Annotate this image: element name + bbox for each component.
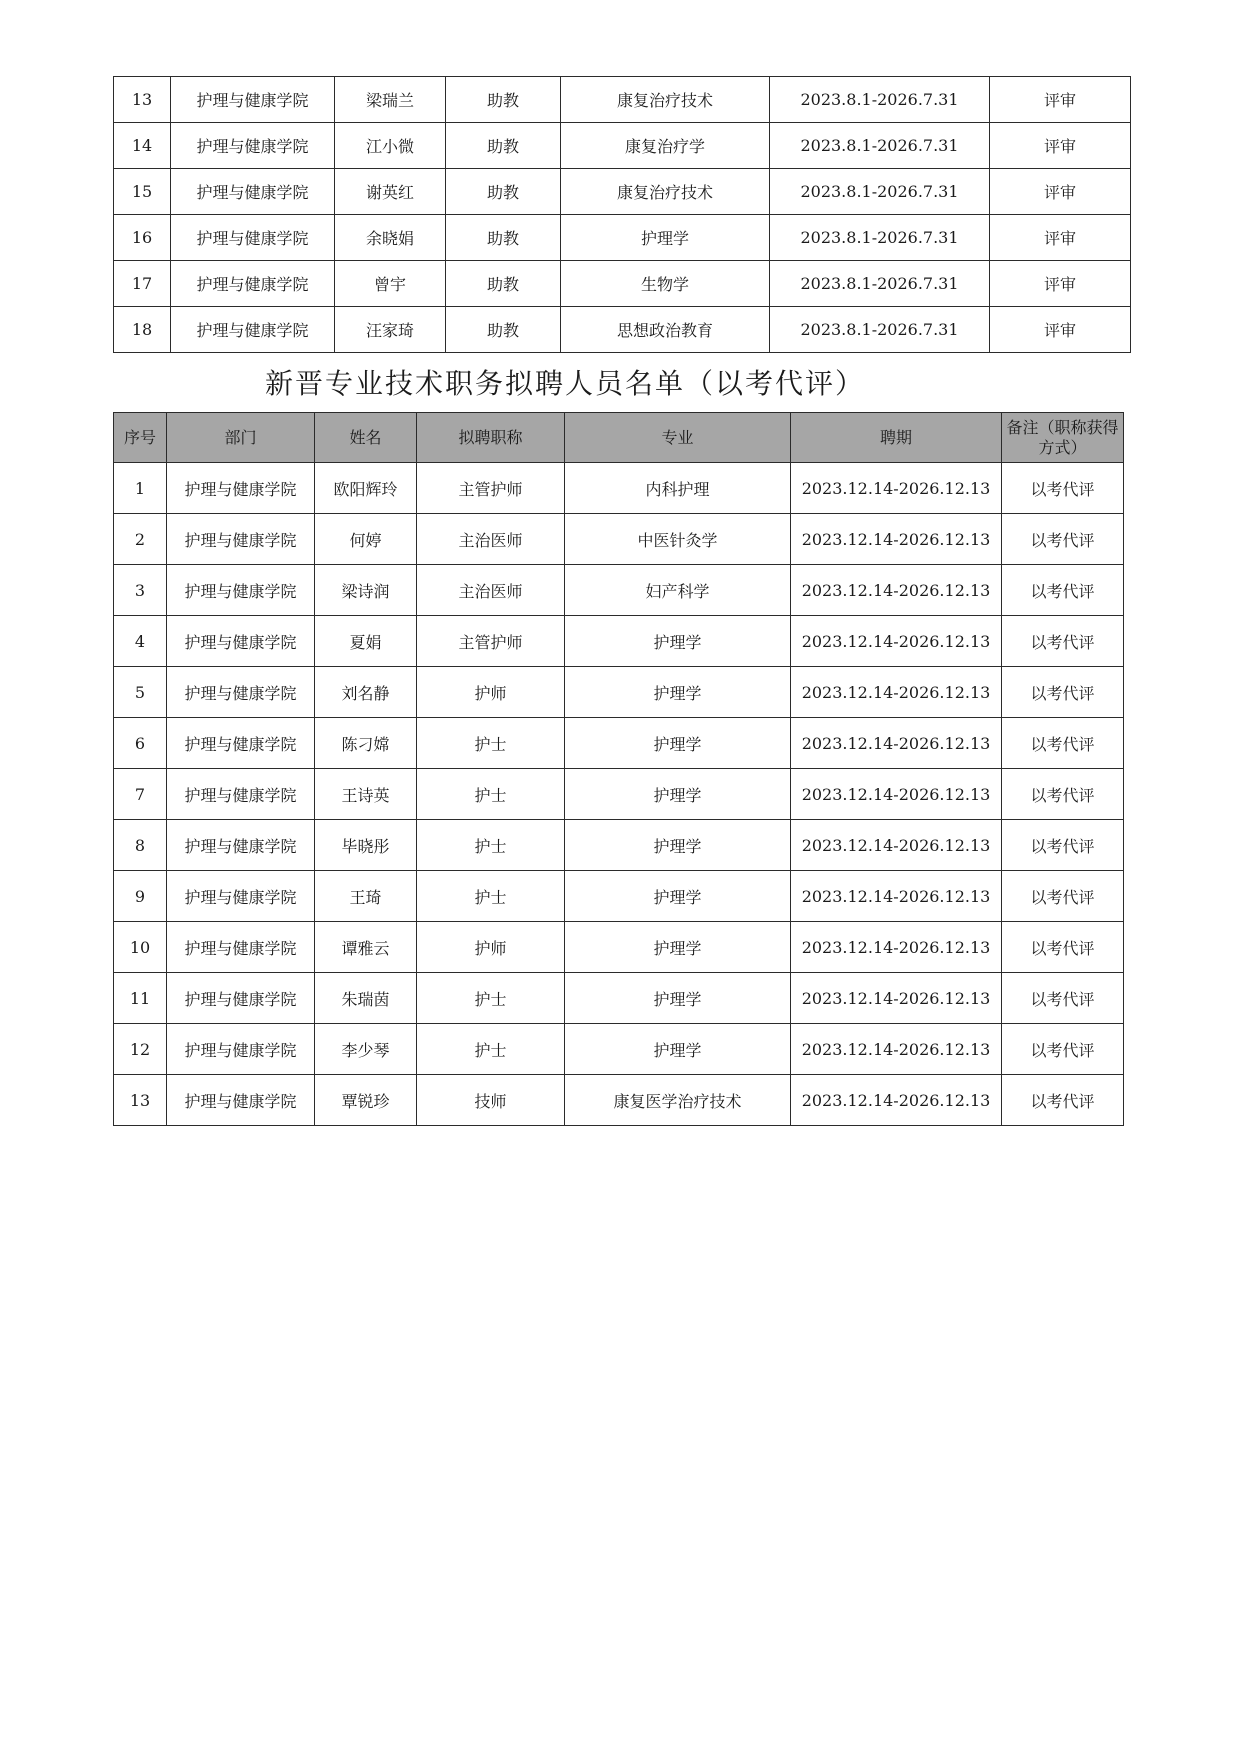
header-period: 聘期 — [791, 413, 1002, 463]
cell-name: 何婷 — [315, 514, 417, 565]
section-title: 新晋专业技术职务拟聘人员名单（以考代评） — [264, 367, 865, 400]
table-row — [114, 169, 1131, 215]
cell-note: 以考代评 — [1002, 1075, 1124, 1126]
cell-dept: 护理与健康学院 — [167, 463, 315, 514]
cell-title: 护士 — [417, 820, 565, 871]
top-table-body — [114, 77, 1131, 353]
cell-note: 以考代评 — [1002, 922, 1124, 973]
cell-note: 评审 — [990, 123, 1131, 169]
table-row — [114, 871, 1124, 922]
cell-dept: 护理与健康学院 — [167, 718, 315, 769]
cell-no: 5 — [114, 667, 167, 718]
cell-note: 以考代评 — [1002, 820, 1124, 871]
header-name: 姓名 — [315, 413, 417, 463]
header-dept: 部门 — [167, 413, 315, 463]
cell-no: 1 — [114, 463, 167, 514]
cell-no: 4 — [114, 616, 167, 667]
cell-name: 王琦 — [315, 871, 417, 922]
cell-note: 以考代评 — [1002, 616, 1124, 667]
table-row — [114, 77, 1131, 123]
cell-note: 评审 — [990, 77, 1131, 123]
cell-title: 主管护师 — [417, 463, 565, 514]
cell-major: 护理学 — [565, 1024, 791, 1075]
cell-major: 护理学 — [565, 718, 791, 769]
cell-note: 以考代评 — [1002, 463, 1124, 514]
table-row — [114, 261, 1131, 307]
cell-major: 康复医学治疗技术 — [565, 1075, 791, 1126]
table-row — [114, 973, 1124, 1024]
cell-note: 以考代评 — [1002, 1024, 1124, 1075]
cell-note: 评审 — [990, 307, 1131, 353]
cell-name: 曾宇 — [335, 261, 446, 307]
cell-name: 毕晓彤 — [315, 820, 417, 871]
main-table-header — [114, 413, 1124, 463]
cell-title: 护士 — [417, 973, 565, 1024]
table-row — [114, 667, 1124, 718]
cell-title: 主管护师 — [417, 616, 565, 667]
cell-title: 护师 — [417, 667, 565, 718]
cell-title: 护士 — [417, 871, 565, 922]
cell-period: 2023.12.14-2026.12.13 — [791, 616, 1002, 667]
cell-period: 2023.12.14-2026.12.13 — [791, 871, 1002, 922]
cell-name: 余晓娟 — [335, 215, 446, 261]
cell-note: 评审 — [990, 261, 1131, 307]
cell-name: 刘名静 — [315, 667, 417, 718]
cell-dept: 护理与健康学院 — [171, 123, 335, 169]
cell-major: 护理学 — [565, 871, 791, 922]
table-row — [114, 463, 1124, 514]
cell-major: 康复治疗技术 — [561, 169, 770, 215]
cell-major: 护理学 — [565, 769, 791, 820]
cell-period: 2023.8.1-2026.7.31 — [770, 169, 990, 215]
cell-title: 护士 — [417, 769, 565, 820]
cell-period: 2023.12.14-2026.12.13 — [791, 1075, 1002, 1126]
cell-no: 13 — [114, 1075, 167, 1126]
header-no: 序号 — [114, 413, 167, 463]
cell-name: 欧阳辉玲 — [315, 463, 417, 514]
table-row — [114, 514, 1124, 565]
cell-name: 夏娟 — [315, 616, 417, 667]
table-row — [114, 215, 1131, 261]
main-table-body — [114, 463, 1124, 1126]
cell-title: 助教 — [446, 261, 561, 307]
cell-note: 以考代评 — [1002, 565, 1124, 616]
cell-dept: 护理与健康学院 — [167, 769, 315, 820]
cell-name: 梁诗润 — [315, 565, 417, 616]
cell-title: 助教 — [446, 169, 561, 215]
cell-name: 陈刁嫦 — [315, 718, 417, 769]
cell-no: 6 — [114, 718, 167, 769]
cell-period: 2023.8.1-2026.7.31 — [770, 215, 990, 261]
cell-no: 14 — [114, 123, 171, 169]
cell-no: 18 — [114, 307, 171, 353]
cell-dept: 护理与健康学院 — [171, 77, 335, 123]
table-row — [114, 820, 1124, 871]
cell-period: 2023.12.14-2026.12.13 — [791, 820, 1002, 871]
table-row — [114, 123, 1131, 169]
cell-dept: 护理与健康学院 — [167, 1024, 315, 1075]
cell-note: 以考代评 — [1002, 871, 1124, 922]
cell-name: 梁瑞兰 — [335, 77, 446, 123]
cell-dept: 护理与健康学院 — [167, 667, 315, 718]
cell-note: 以考代评 — [1002, 514, 1124, 565]
cell-title: 护师 — [417, 922, 565, 973]
cell-note: 评审 — [990, 169, 1131, 215]
cell-no: 16 — [114, 215, 171, 261]
cell-period: 2023.8.1-2026.7.31 — [770, 261, 990, 307]
cell-dept: 护理与健康学院 — [167, 565, 315, 616]
cell-note: 评审 — [990, 215, 1131, 261]
cell-major: 生物学 — [561, 261, 770, 307]
cell-no: 13 — [114, 77, 171, 123]
cell-period: 2023.12.14-2026.12.13 — [791, 922, 1002, 973]
cell-title: 主治医师 — [417, 565, 565, 616]
cell-title: 助教 — [446, 123, 561, 169]
cell-major: 护理学 — [561, 215, 770, 261]
cell-dept: 护理与健康学院 — [171, 261, 335, 307]
cell-period: 2023.12.14-2026.12.13 — [791, 514, 1002, 565]
cell-no: 9 — [114, 871, 167, 922]
cell-major: 康复治疗技术 — [561, 77, 770, 123]
cell-major: 护理学 — [565, 667, 791, 718]
cell-major: 护理学 — [565, 820, 791, 871]
cell-dept: 护理与健康学院 — [167, 973, 315, 1024]
cell-major: 护理学 — [565, 616, 791, 667]
cell-no: 12 — [114, 1024, 167, 1075]
cell-dept: 护理与健康学院 — [167, 871, 315, 922]
cell-title: 技师 — [417, 1075, 565, 1126]
cell-no: 3 — [114, 565, 167, 616]
cell-period: 2023.12.14-2026.12.13 — [791, 718, 1002, 769]
top-table — [113, 76, 1131, 353]
header-note: 备注（职称获得方式） — [1002, 413, 1124, 463]
cell-note: 以考代评 — [1002, 667, 1124, 718]
cell-name: 谢英红 — [335, 169, 446, 215]
table-row — [114, 307, 1131, 353]
cell-title: 护士 — [417, 718, 565, 769]
cell-dept: 护理与健康学院 — [171, 215, 335, 261]
table-row — [114, 616, 1124, 667]
cell-major: 中医针灸学 — [565, 514, 791, 565]
header-title: 拟聘职称 — [417, 413, 565, 463]
cell-title: 主治医师 — [417, 514, 565, 565]
table-row — [114, 769, 1124, 820]
cell-major: 内科护理 — [565, 463, 791, 514]
header-major: 专业 — [565, 413, 791, 463]
cell-period: 2023.8.1-2026.7.31 — [770, 307, 990, 353]
main-table — [113, 412, 1124, 1126]
table-row — [114, 1024, 1124, 1075]
cell-name: 王诗英 — [315, 769, 417, 820]
table-row — [114, 922, 1124, 973]
header-row — [114, 413, 1124, 463]
cell-title: 护士 — [417, 1024, 565, 1075]
cell-period: 2023.12.14-2026.12.13 — [791, 565, 1002, 616]
cell-period: 2023.12.14-2026.12.13 — [791, 769, 1002, 820]
cell-note: 以考代评 — [1002, 769, 1124, 820]
cell-period: 2023.8.1-2026.7.31 — [770, 77, 990, 123]
cell-dept: 护理与健康学院 — [171, 307, 335, 353]
cell-period: 2023.12.14-2026.12.13 — [791, 973, 1002, 1024]
cell-title: 助教 — [446, 307, 561, 353]
cell-title: 助教 — [446, 215, 561, 261]
cell-major: 护理学 — [565, 922, 791, 973]
cell-major: 护理学 — [565, 973, 791, 1024]
cell-dept: 护理与健康学院 — [167, 820, 315, 871]
cell-name: 汪家琦 — [335, 307, 446, 353]
cell-no: 7 — [114, 769, 167, 820]
table-row — [114, 565, 1124, 616]
cell-major: 思想政治教育 — [561, 307, 770, 353]
cell-period: 2023.12.14-2026.12.13 — [791, 463, 1002, 514]
cell-name: 谭雅云 — [315, 922, 417, 973]
cell-no: 10 — [114, 922, 167, 973]
cell-major: 妇产科学 — [565, 565, 791, 616]
cell-name: 李少琴 — [315, 1024, 417, 1075]
cell-period: 2023.12.14-2026.12.13 — [791, 1024, 1002, 1075]
cell-name: 江小微 — [335, 123, 446, 169]
table-row — [114, 1075, 1124, 1126]
cell-dept: 护理与健康学院 — [167, 1075, 315, 1126]
cell-no: 17 — [114, 261, 171, 307]
table-row — [114, 718, 1124, 769]
cell-note: 以考代评 — [1002, 973, 1124, 1024]
cell-dept: 护理与健康学院 — [167, 922, 315, 973]
cell-title: 助教 — [446, 77, 561, 123]
cell-period: 2023.8.1-2026.7.31 — [770, 123, 990, 169]
cell-no: 8 — [114, 820, 167, 871]
cell-name: 覃锐珍 — [315, 1075, 417, 1126]
cell-note: 以考代评 — [1002, 718, 1124, 769]
cell-no: 2 — [114, 514, 167, 565]
cell-no: 11 — [114, 973, 167, 1024]
cell-dept: 护理与健康学院 — [167, 616, 315, 667]
cell-dept: 护理与健康学院 — [167, 514, 315, 565]
cell-period: 2023.12.14-2026.12.13 — [791, 667, 1002, 718]
cell-name: 朱瑞茵 — [315, 973, 417, 1024]
cell-dept: 护理与健康学院 — [171, 169, 335, 215]
cell-major: 康复治疗学 — [561, 123, 770, 169]
cell-no: 15 — [114, 169, 171, 215]
